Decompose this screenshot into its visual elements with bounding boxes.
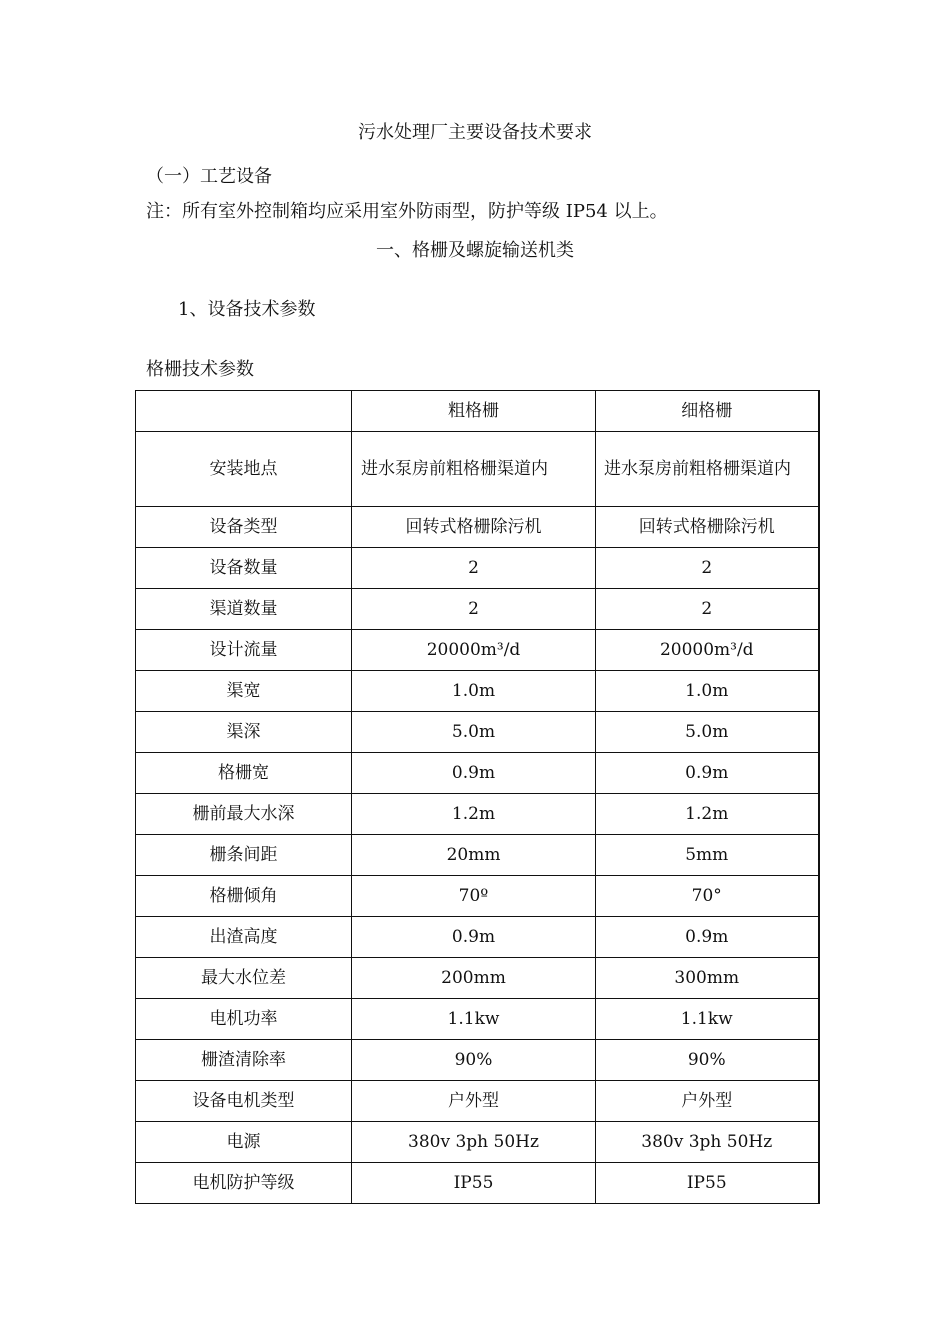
table-row <box>136 1163 819 1204</box>
cell-coarse: 1.0m <box>352 671 596 712</box>
row-label: 栅条间距 <box>136 835 352 876</box>
cell-fine: 300mm <box>596 958 819 999</box>
cell-coarse: 1.2m <box>352 794 596 835</box>
note-text: 注：所有室外控制箱均应采用室外防雨型，防护等级 IP54 以上。 <box>146 201 668 222</box>
row-label: 格栅宽 <box>136 753 352 794</box>
table-row <box>136 835 819 876</box>
row-label: 电机功率 <box>136 999 352 1040</box>
cell-coarse: 2 <box>352 589 596 630</box>
cell-coarse: 20mm <box>352 835 596 876</box>
cell-coarse: 户外型 <box>352 1081 596 1122</box>
table-row <box>136 507 819 548</box>
category-heading: 一、格栅及螺旋输送机类 <box>376 240 574 261</box>
row-label: 最大水位差 <box>136 958 352 999</box>
row-label: 栅渣清除率 <box>136 1040 352 1081</box>
cell-fine: 2 <box>596 589 819 630</box>
row-label: 电机防护等级 <box>136 1163 352 1204</box>
cell-coarse: 200mm <box>352 958 596 999</box>
cell-fine: 5.0m <box>596 712 819 753</box>
cell-coarse: 90% <box>352 1040 596 1081</box>
cell-fine: 回转式格栅除污机 <box>596 507 819 548</box>
cell-coarse: 0.9m <box>352 753 596 794</box>
header-cell-coarse-grille: 粗格栅 <box>352 391 596 432</box>
section-heading: （一）工艺设备 <box>146 166 272 187</box>
row-label: 电源 <box>136 1122 352 1163</box>
table-row <box>136 1081 819 1122</box>
cell-coarse: 2 <box>352 548 596 589</box>
table-row <box>136 548 819 589</box>
row-label: 设计流量 <box>136 630 352 671</box>
table-row <box>136 753 819 794</box>
cell-fine: 70° <box>596 876 819 917</box>
cell-coarse: 380v 3ph 50Hz <box>352 1122 596 1163</box>
table-row <box>136 671 819 712</box>
cell-fine: 5mm <box>596 835 819 876</box>
cell-coarse: 回转式格栅除污机 <box>352 507 596 548</box>
cell-coarse: 0.9m <box>352 917 596 958</box>
cell-coarse: 进水泵房前粗格栅渠道内 <box>352 432 596 507</box>
cell-coarse: 1.1kw <box>352 999 596 1040</box>
table-row <box>136 630 819 671</box>
cell-fine: 进水泵房前粗格栅渠道内 <box>596 432 819 507</box>
cell-fine: 380v 3ph 50Hz <box>596 1122 819 1163</box>
document-title: 污水处理厂主要设备技术要求 <box>358 122 592 143</box>
row-label: 渠道数量 <box>136 589 352 630</box>
header-cell-blank <box>136 391 352 432</box>
row-label: 出渣高度 <box>136 917 352 958</box>
table-row <box>136 1040 819 1081</box>
row-label: 格栅倾角 <box>136 876 352 917</box>
row-label: 渠深 <box>136 712 352 753</box>
cell-fine: 1.2m <box>596 794 819 835</box>
cell-coarse: IP55 <box>352 1163 596 1204</box>
cell-coarse: 20000m³/d <box>352 630 596 671</box>
table-title: 格栅技术参数 <box>146 359 254 380</box>
table-header-row <box>136 391 819 432</box>
subsection-heading: 1、设备技术参数 <box>178 299 316 320</box>
cell-fine: IP55 <box>596 1163 819 1204</box>
row-label: 安装地点 <box>136 432 352 507</box>
cell-fine: 20000m³/d <box>596 630 819 671</box>
table-row <box>136 876 819 917</box>
header-cell-fine-grille: 细格栅 <box>596 391 819 432</box>
row-label: 栅前最大水深 <box>136 794 352 835</box>
cell-fine: 1.1kw <box>596 999 819 1040</box>
cell-fine: 2 <box>596 548 819 589</box>
row-label: 设备数量 <box>136 548 352 589</box>
table-row <box>136 712 819 753</box>
cell-coarse: 70º <box>352 876 596 917</box>
table-row <box>136 589 819 630</box>
table-row <box>136 794 819 835</box>
cell-fine: 90% <box>596 1040 819 1081</box>
row-label: 设备电机类型 <box>136 1081 352 1122</box>
cell-fine: 0.9m <box>596 917 819 958</box>
cell-coarse: 5.0m <box>352 712 596 753</box>
row-label: 渠宽 <box>136 671 352 712</box>
cell-fine: 户外型 <box>596 1081 819 1122</box>
table-row <box>136 999 819 1040</box>
table-row <box>136 958 819 999</box>
row-label: 设备类型 <box>136 507 352 548</box>
table-row <box>136 917 819 958</box>
table-row <box>136 1122 819 1163</box>
grille-parameters-table <box>135 390 820 1204</box>
cell-fine: 0.9m <box>596 753 819 794</box>
table-row <box>136 432 819 507</box>
cell-fine: 1.0m <box>596 671 819 712</box>
